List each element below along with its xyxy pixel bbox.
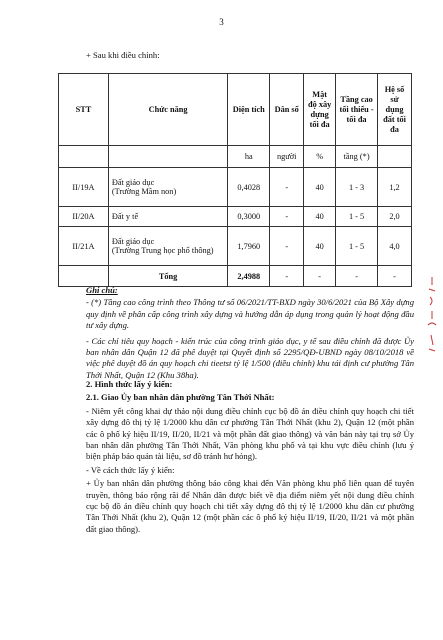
cell-area: 0,3000 (228, 207, 270, 227)
table-header-row (59, 74, 412, 146)
header-floors: Tầng cao tối thiểu - tối đa (336, 74, 378, 146)
cell-area: 0,4028 (228, 168, 270, 207)
table-units-row (59, 146, 412, 168)
header-area: Diện tích (228, 74, 270, 146)
cell-ratio: 4,0 (378, 227, 412, 266)
cell-population: - (270, 168, 304, 207)
body-paragraph: - Về cách thức lấy ý kiến: (86, 464, 175, 475)
total-area: 2,4988 (228, 266, 270, 287)
body-section (86, 379, 414, 535)
section-subheading: 2.1. Giao Ủy ban nhân dân phường Tân Thới Nhất: (86, 392, 275, 403)
notes-title: Ghi chú: (86, 285, 118, 295)
unit-density: % (304, 146, 336, 168)
cell-density: 40 (304, 207, 336, 227)
units-function (108, 146, 227, 168)
total-density: - (304, 266, 336, 287)
cell-population: - (270, 207, 304, 227)
section-heading: 2. Hình thức lấy ý kiến: (86, 379, 173, 389)
function-sub: (Trường Trung học phổ thông) (111, 246, 214, 255)
cell-floors: 1 - 5 (336, 207, 378, 227)
table-total-row (59, 266, 412, 287)
land-use-table (58, 73, 412, 287)
total-population: - (270, 266, 304, 287)
note-item: - Các chỉ tiêu quy hoạch - kiến trúc của công trình giáo dục, y tế sau điều chỉnh đã được Ủy ban nhân dân Quận 12 đã phê duyệt tại Quyết định số 2295/QĐ-UBND ngày 08/10/2018 về việc phê duyệt đồ án quy hoạch chi tieetst tỷ lệ 1/500 (điều chỉnh) khu tái định cư phường Tân Thới Nhất, Quận 12 (Khu 38ha). (86, 335, 414, 380)
cell-function (108, 168, 227, 207)
total-label: Tổng (108, 266, 227, 287)
header-stt: STT (59, 74, 109, 146)
cell-ratio: 2,0 (378, 207, 412, 227)
body-paragraph: + Ủy ban nhân dân phường thông báo công khai đến Văn phòng khu phố liên quan để tuyên truyền, thông báo rộng rãi để Nhân dân được biết về địa điểm niêm yết nội dung điều chỉnh cục bộ đồ án điều chỉnh quy hoạch chi tiết xây dựng đô thị tỷ lệ 1/2000 khu dân cư phường Tân Thới Nhất (khu 2), Quận 12 (một phần các ô phố ký hiệu II/19, II/20, II/21 và một phần đất giao thông). (86, 478, 414, 534)
margin-stamp-mark (425, 275, 439, 355)
cell-floors: 1 - 3 (336, 168, 378, 207)
total-stt (59, 266, 109, 287)
cell-density: 40 (304, 168, 336, 207)
cell-function (108, 227, 227, 266)
cell-ratio: 1,2 (378, 168, 412, 207)
header-ratio: Hệ số sử dụng đất tối đa (378, 74, 412, 146)
function-main: Đất giáo dục (111, 178, 155, 187)
intro-line: + Sau khi điều chỉnh: (86, 50, 160, 60)
cell-stt: II/20A (59, 207, 109, 227)
total-floors: - (336, 266, 378, 287)
notes-section (86, 285, 414, 381)
table-row (59, 168, 412, 207)
page-number: 3 (219, 17, 224, 27)
cell-density: 40 (304, 227, 336, 266)
header-population: Dân số (270, 74, 304, 146)
cell-function: Đất y tế (108, 207, 227, 227)
function-sub: (Trường Mầm non) (111, 187, 177, 196)
unit-population: người (270, 146, 304, 168)
header-density: Mật độ xây dựng tối đa (304, 74, 336, 146)
cell-floors: 1 - 5 (336, 227, 378, 266)
table-row (59, 227, 412, 266)
note-item: - (*) Tầng cao công trình theo Thông tư số 06/2021/TT-BXD ngày 30/6/2021 của Bộ Xây dựng quy định về phân cấp công trình xây dựng và hướng dẫn áp dụng trong quản lý hoạt động đầu tư xây dựng. (86, 297, 414, 331)
cell-area: 1,7960 (228, 227, 270, 266)
unit-area: ha (228, 146, 270, 168)
table-row (59, 207, 412, 227)
function-main: Đất giáo dục (111, 237, 155, 246)
unit-ratio (378, 146, 412, 168)
header-function: Chức năng (108, 74, 227, 146)
cell-stt: II/21A (59, 227, 109, 266)
body-paragraph: - Niêm yết công khai dự thảo nội dung điều chỉnh cục bộ đồ án điều chỉnh quy hoạch chi tiết xây dựng đô thị tỷ lệ 1/2000 khu dân cư phường Tân Thới Nhất (khu 2), Quận 12 (một phần các ô phố ký hiệu II/19, II/20, II/21 và một phần đất giao thông) và văn bản này tại trụ sở Ủy ban nhân dân phường Tân Thới Nhất, Văn phòng khu phố và tại khu vực điều chỉnh (lưu ý biện pháp bảo quản tài liệu, sơ đồ tránh hư hỏng). (86, 405, 414, 462)
units-stt (59, 146, 109, 168)
total-ratio: - (378, 266, 412, 287)
cell-population: - (270, 227, 304, 266)
unit-floors: tầng (*) (336, 146, 378, 168)
cell-stt: II/19A (59, 168, 109, 207)
